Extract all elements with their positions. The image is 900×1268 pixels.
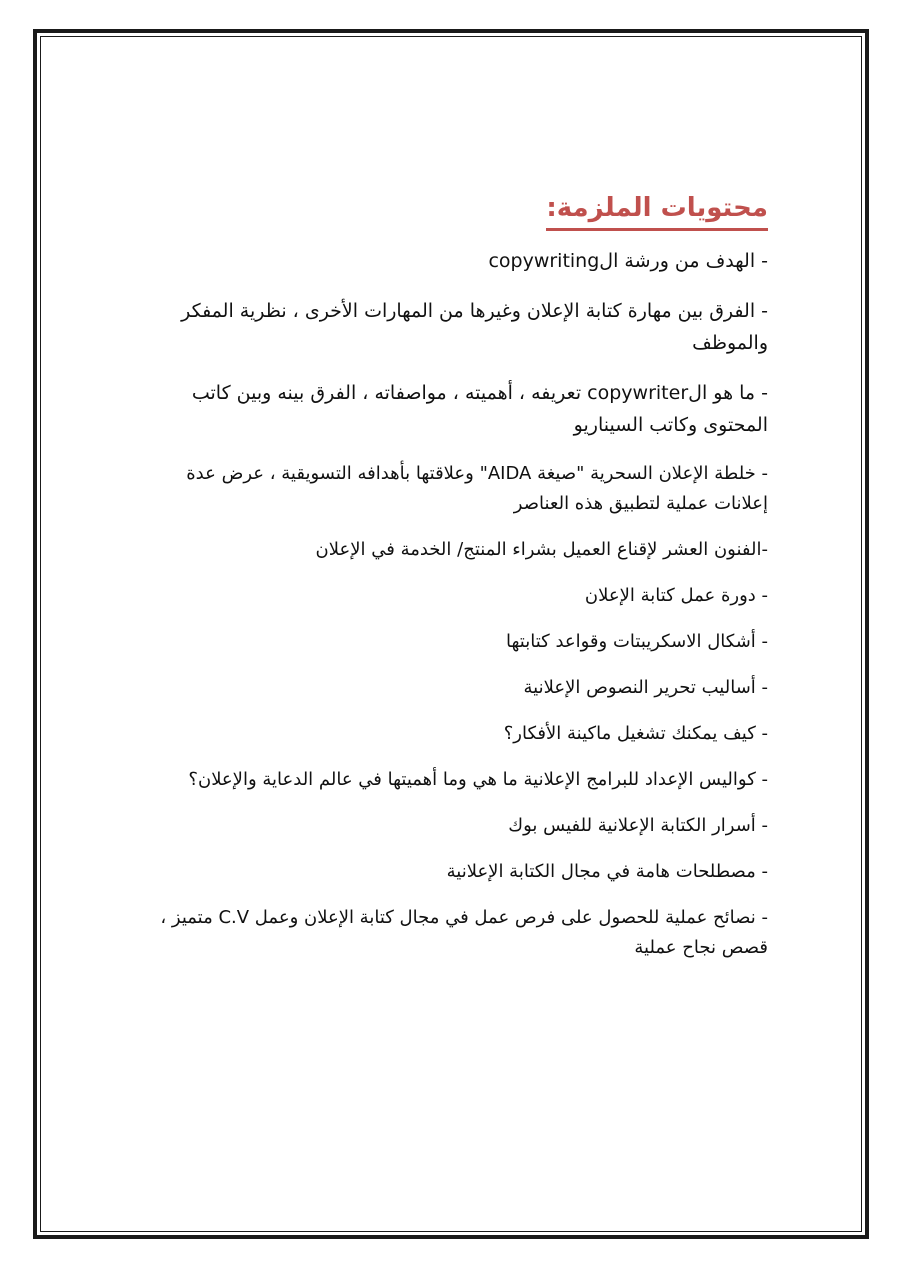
contents-list: [135, 245, 768, 963]
list-item: - أشكال الاسكريبتات وقواعد كتابتها: [506, 631, 768, 652]
list-item: - أساليب تحرير النصوص الإعلانية: [523, 677, 768, 698]
list-item: - خلطة الإعلان السحرية "صيغة AIDA" وعلاقتها بأهدافه التسويقية ، عرض عدة إعلانات عملية لتطبيق هذه العناصر: [186, 463, 768, 514]
list-item: - مصطلحات هامة في مجال الكتابة الإعلانية: [446, 861, 768, 882]
list-item: - ما هو الcopywriter تعريفه ، أهميته ، مواصفاته ، الفرق بينه وبين كاتب المحتوى وكاتب السيناريو: [191, 382, 768, 436]
list-item: - دورة عمل كتابة الإعلان: [584, 585, 768, 606]
list-item: - الهدف من ورشة الcopywriting: [488, 250, 768, 272]
list-item: -الفنون العشر لإقناع العميل بشراء المنتج/ الخدمة في الإعلان: [315, 539, 768, 560]
list-item: - كواليس الإعداد للبرامج الإعلانية ما هي وما أهميتها في عالم الدعاية والإعلان؟: [188, 769, 768, 790]
list-item: - الفرق بين مهارة كتابة الإعلان وغيرها من المهارات الأخرى ، نظرية المفكر والموظف: [181, 300, 768, 354]
list-item: - نصائح عملية للحصول على فرص عمل في مجال كتابة الإعلان وعمل C.V متميز ، قصص نجاح عملية: [160, 907, 768, 958]
list-item: - أسرار الكتابة الإعلانية للفيس بوك: [508, 815, 768, 836]
contents-heading: محتويات الملزمة:: [546, 190, 768, 231]
document-content: [135, 190, 768, 979]
list-item: - كيف يمكنك تشغيل ماكينة الأفكار؟: [503, 723, 768, 744]
